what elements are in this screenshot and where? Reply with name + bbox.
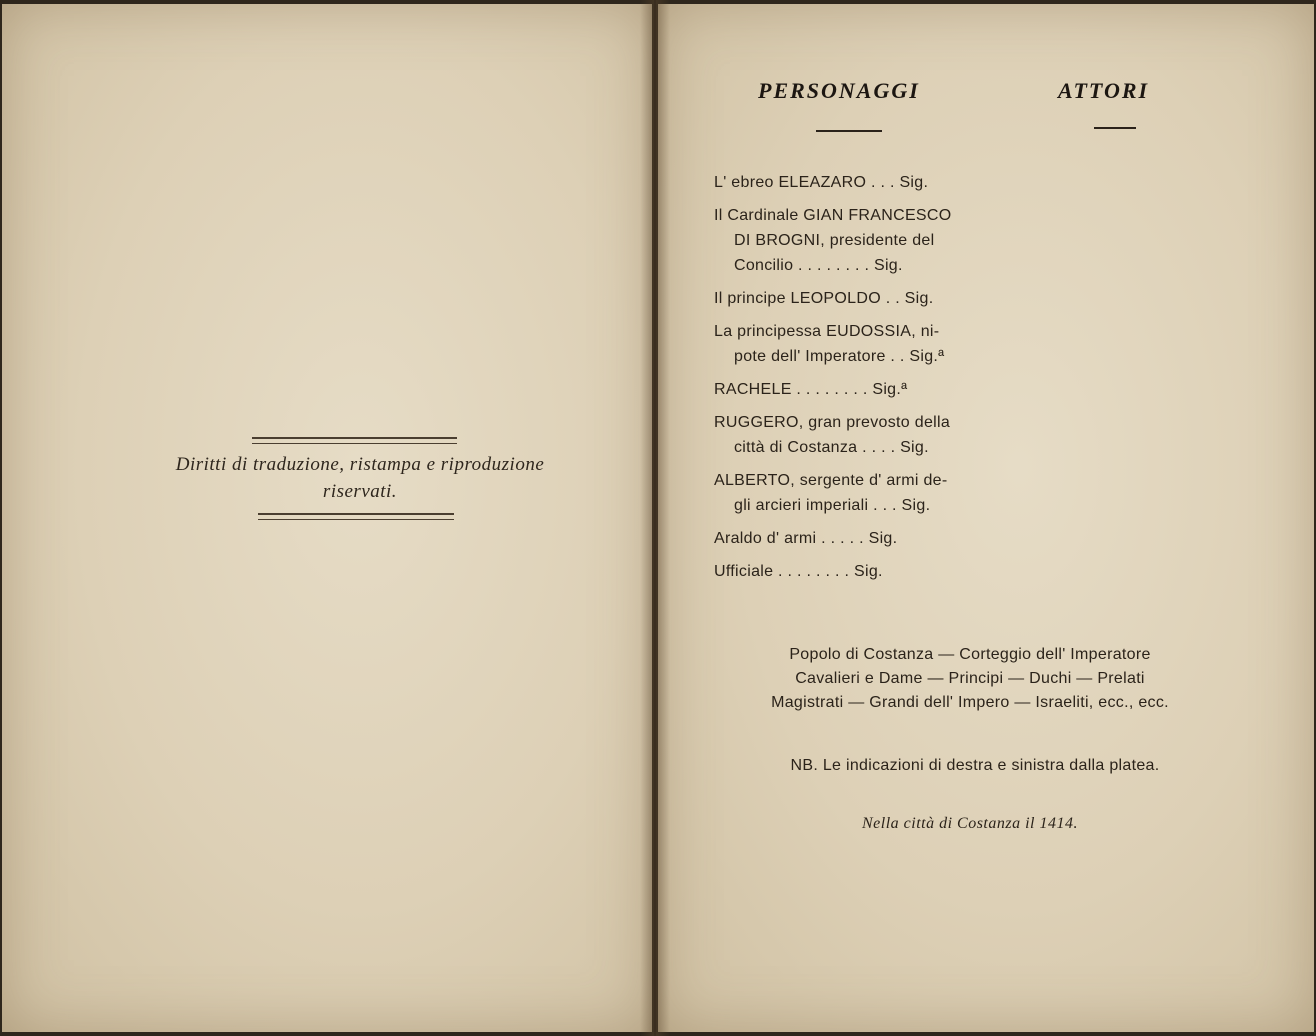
cast-list [714, 170, 1044, 592]
chorus-line: Magistrati — Grandi dell' Impero — Israeliti, ecc., ecc. [771, 694, 1169, 711]
cast-line: La principessa EUDOSSIA, ni- [714, 323, 940, 340]
cast-entry [714, 286, 1044, 311]
cast-entry [714, 410, 1044, 460]
top-double-rule [252, 437, 457, 444]
cast-line: L' ebreo ELEAZARO . . . Sig. [714, 174, 929, 191]
header-characters: PERSONAGGI [758, 78, 920, 103]
setting-line: Nella città di Costanza il 1414. [861, 815, 1078, 832]
cast-entry [714, 319, 1044, 369]
header-actors: ATTORI [1058, 78, 1150, 103]
cast-line: Concilio . . . . . . . . Sig. [734, 257, 903, 274]
cast-line: pote dell' Imperatore . . Sig.ª [734, 348, 945, 365]
cast-entry [714, 170, 1044, 195]
cast-line: ALBERTO, sergente d' armi de- [714, 472, 948, 489]
cast-line: Ufficiale . . . . . . . . Sig. [714, 563, 883, 580]
stage-direction-note: NB. Le indicazioni di destra e sinistra dalla platea. [790, 757, 1160, 774]
bottom-double-rule [258, 513, 454, 520]
cast-line: DI BROGNI, presidente del [734, 232, 935, 249]
rights-notice [120, 451, 600, 505]
header-actors-rule [1094, 127, 1136, 129]
header-characters-rule [816, 130, 882, 132]
chorus-line: Cavalieri e Dame — Principi — Duchi — Prelati [795, 670, 1145, 687]
cast-entry [714, 526, 1044, 551]
cast-entry [714, 377, 1044, 402]
cast-line: Araldo d' armi . . . . . Sig. [714, 530, 898, 547]
cast-entry [714, 468, 1044, 518]
cast-entry [714, 203, 1044, 278]
cast-line: Il Cardinale GIAN FRANCESCO [714, 207, 952, 224]
chorus-list [710, 643, 1230, 715]
rights-line-2: riservati. [322, 481, 398, 502]
cast-line: città di Costanza . . . . Sig. [734, 439, 929, 456]
cast-line: gli arcieri imperiali . . . Sig. [734, 497, 931, 514]
cast-line: Il principe LEOPOLDO . . Sig. [714, 290, 934, 307]
cast-line: RACHELE . . . . . . . . Sig.ª [714, 381, 908, 398]
book-gutter [640, 0, 670, 1036]
cast-line: RUGGERO, gran prevosto della [714, 414, 951, 431]
cast-entry [714, 559, 1044, 584]
chorus-line: Popolo di Costanza — Corteggio dell' Imperatore [789, 646, 1151, 663]
rights-line-1: Diritti di traduzione, ristampa e riproduzione [175, 454, 545, 475]
